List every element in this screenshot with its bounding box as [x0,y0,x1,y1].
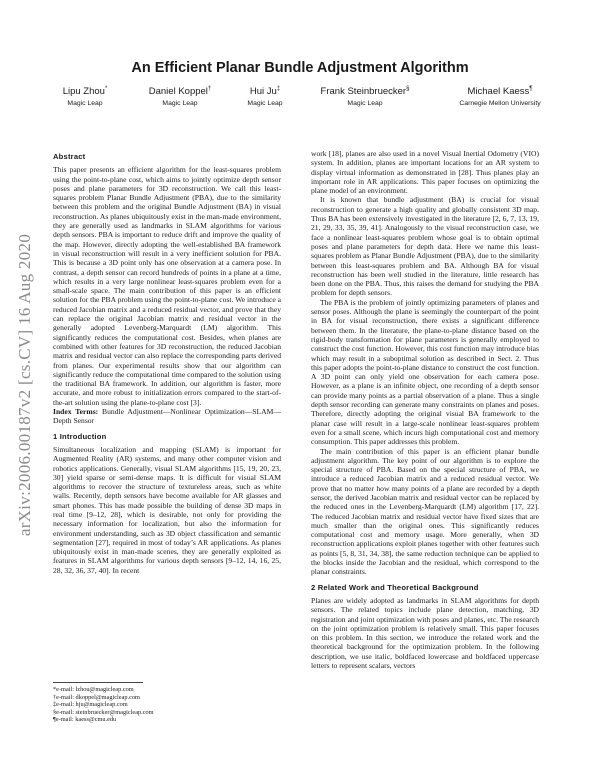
author-mark: ¶ [529,86,533,92]
author-name: Lipu Zhou [62,86,105,98]
author-1 [50,86,120,107]
author-name: Daniel Koppel [148,86,208,98]
abstract-text: This paper presents an efficient algorithm for the least-squares problem using the point-to-plane cost, which aims to jointly optimize depth sensor poses and plane parameters for 3D reconstruction. We call this least-squares problem Planar Bundle Adjustment (PBA), due to the similarity between this problem and the original Bundle Adjustment (BA) in visual reconstruction. As planes ubiquitously exist in the man-made environment, they are generally used as landmarks in SLAM algorithms for various depth sensors. PBA is important to reduce drift and improve the quality of the map. However, directly adopting the well-established BA framework in visual reconstruction will result in a very inefficient solution for PBA. This is because a 3D point only has one observation at a camera pose. In contrast, a depth sensor can record hundreds of points in a plane at a time, which results in a very large nonlinear least-squares problem even for a small-scale space. The main contribution of this paper is an efficient solution for the PBA problem using the point-to-plane cost. We introduce a reduced Jacobian matrix and a reduced residual vector, and prove that they can replace the original Jacobian matrix and residual vector in the generally adopted Levenberg-Marquardt (LM) algorithm. This significantly reduces the computational cost. Besides, when planes are combined with other features for 3D reconstruction, the reduced Jacobian matrix and residual vector can also replace the corresponding parts derived from planes. Our experimental results show that our algorithm can significantly reduce the computational time compared to the solution using the traditional BA framework. In addition, our algorithm is faster, more accurate, and more robust to initialization errors compared to the start-of-the-art solution using the plane-to-plane cost [3]. [53,165,281,407]
author-mark: ‡ [276,86,281,92]
paragraph: The main contribution of this paper is an efficient planar bundle adjustment algorithm. The key point of our algorithm is to explore the special structure of PBA. Based on the special structure of PBA, we introduce a reduced Jacobian matrix and a reduced residual vector. We prove that no matter how many points of a plane are recorded by a depth sensor, the derived Jacobian matrix and residual vector can be replaced by the reduced ones in the Levenberg-Marquardt (LM) algorithm [17, 22]. The reduced Jacobian matrix and residual vector have fixed sizes that are much smaller than the original ones. This significantly reduces computational cost and memory usage. More generally, when 3D reconstruction applications exploit planes together with other features such as points [5, 8, 31, 34, 38], the same reduction technique can be applied to the blocks inside the Jacobian and the residual, which correspond to the planar constraints. [311,446,539,577]
author-mark: * [104,86,108,92]
author-name: Frank Steinbruecker [320,86,407,98]
paragraph: Planes are widely adopted as landmarks in SLAM algorithms for depth sensors. The related topics include plane detection, matching, 3D registration and joint optimization with poses and planes, etc. The research on the joint optimization problem is relatively small. This paper focuses on this problem. In this section, we introduce the related work and the theoretical background for the optimization problem. In the following description, we use italic, boldfaced lowercase and boldfaced uppercase letters to represent scalars, vectors [311,595,539,671]
author-affiliation: Carnegie Mellon University [459,100,541,108]
paper-title: An Efficient Planar Bundle Adjustment Algorithm [131,60,469,76]
paragraph: It is known that bundle adjustment (BA) is crucial for visual reconstruction to generate a high quality and globally consistent 3D map. Thus BA has been extensively investigated in the literature [2, 6, 7, 13, 19, 21, 29, 33, 35, 39, 41]. Analogously to the visual reconstruction case, we face a nonlinear least-squares problem whose goal is to obtain optimal poses and plane parameters for depth data. Here we name this least-squares problem as Planar Bundle Adjustment (PBA), due to the similarity between this least-squares problem and BA. Although BA for visual reconstruction has been well studied in the literature, little research has been done on the PBA. Thus, this raises the demand for studying the PBA problem for depth sensors. [311,195,539,298]
footnotes [53,682,281,724]
author-2 [140,86,220,107]
author-name: Hui Ju [249,86,277,98]
author-affiliation: Magic Leap [162,100,198,108]
footnote: ‡e-mail: hju@magicleap.com [53,701,128,709]
author-affiliation: Magic Leap [67,100,103,108]
footnote: §e-mail: steinbruecker@magicleap.com [53,708,154,716]
index-terms-text: Bundle Adjustment—Nonlinear Optimization—SLAM—Depth Sensor [53,407,282,426]
abstract-heading: Abstract [53,152,86,161]
author-5 [430,86,570,107]
author-3 [235,86,295,107]
author-affiliation: Magic Leap [347,100,383,108]
footnote: †e-mail: dkoppel@magicleap.com [53,693,140,701]
paragraph: work [18], planes are also used in a novel Visual Inertial Odometry (VIO) system. In addition, planes are important locations for an AR system to display virtual information as demonstrated in [28]. Thus planes play an important role in AR applications. This paper focuses on optimizing the plane model of an environment. [311,149,539,196]
left-column [53,152,281,575]
section-1-heading: 1 Introduction [53,431,107,441]
index-terms-label: Index Terms: [53,407,99,417]
index-terms [53,407,281,426]
author-mark: § [406,86,410,92]
footnote: *e-mail: lzhou@magicleap.com [53,686,134,693]
arxiv-identifier: arXiv:2006.00187v2 [cs.CV] 16 Aug 2020 [15,233,34,537]
paragraph: The PBA is the problem of jointly optimizing parameters of planes and sensor poses. Although the plane is seemingly the counterpart of the point in BA for visual reconstruction, there exists a significant difference between them. In the literature, the plane-to-plane distance based on the rigid-body transformation for plane parameters is generally employed to construct the cost function. However, this cost function may introduce bias which may result in a suboptimal solution as described in Sect. 2. Thus this paper adopts the point-to-plane distance to construct the cost function. A 3D point can only yield one observation for each camera pose. However, as a plane is an infinite object, one recording of a depth sensor can provide many points as a partial observation of a plane. Thus a single depth sensor recording can generate many constraints on planes and poses. Therefore, directly adopting the original visual BA framework to the planar case will result in a large-scale nonlinear least-squares problem even for a small scene, which incurs high computational cost and memory consumption. This paper addresses this problem. [311,297,539,447]
section-2-heading: 2 Related Work and Theoretical Background [311,582,479,592]
author-list [50,86,570,110]
author-mark: † [207,86,212,92]
author-name: Michael Kaess [467,86,530,98]
right-column [311,149,539,670]
author-4 [300,86,430,107]
introduction-text: Simultaneous localization and mapping (SLAM) is important for Augmented Reality (AR) systems, and many other computer vision and robotics applications. Generally, visual SLAM algorithms [15, 19, 20, 23, 30] yield sparse or semi-dense maps. It is difficult for visual SLAM algorithms to recover the structure of textureless areas, such as white walls. Recently, depth sensors have become available for AR glasses and smart phones. This has made possible the building of dense 3D maps in real time [9–12, 28], which is desirable, not only for providing the necessary information for localization, but also the information for environment understanding, such as 3D object classification and semantic segmentation [27], required in most of today’s AR applications. As planes ubiquitously exist in man-made scenes, they are generally exploited as features in SLAM algorithms for various depth sensors [9–12, 14, 16, 25, 28, 32, 36, 37, 40]. In recent [53,444,281,575]
footnote: ¶e-mail: kaess@cmu.edu [53,716,117,724]
author-affiliation: Magic Leap [247,100,283,108]
footnote-rule [53,682,143,683]
